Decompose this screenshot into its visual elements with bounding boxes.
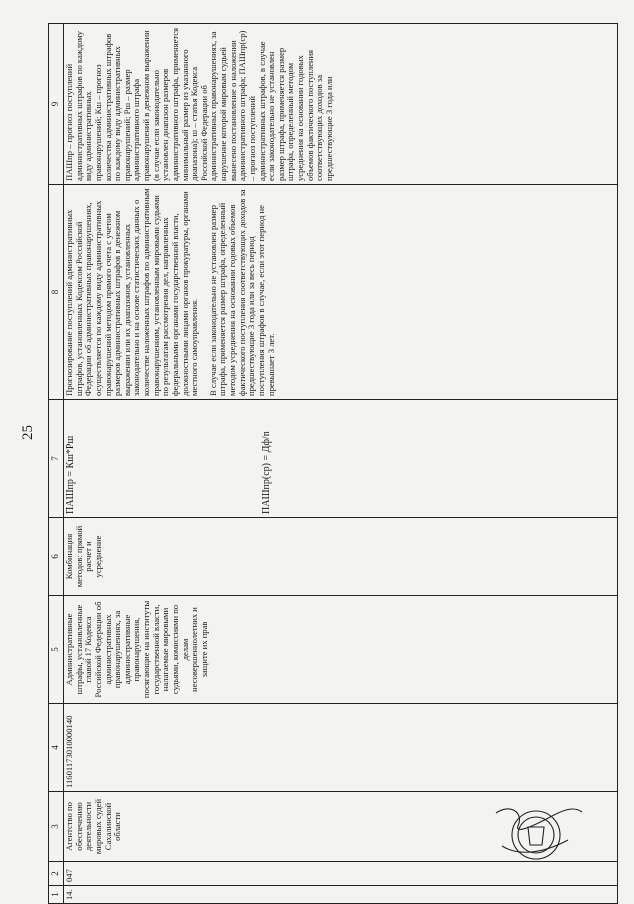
column-number-row — [49, 24, 64, 904]
budget-code: 11601173010000140 — [64, 704, 618, 792]
column-number: 5 — [49, 596, 64, 704]
rotated-sheet — [48, 0, 620, 904]
income-name: Административные штрафы, установленные главой 17 Кодекса Российской Федерации об административных правонарушениях, за административные правонарушения, посягающие на институты государственной власти, налагаемые мировыми судьями, комиссиями по делам несовершеннолетних и защите их прав — [64, 596, 618, 704]
income-method-table — [48, 23, 618, 904]
page-number: 25 — [20, 425, 36, 440]
column-number: 7 — [49, 400, 64, 518]
description-primary: Прогнозирование поступлений административных штрафов, установленных Кодексом Российской Федерации об административных правонарушениях, осуществляется по каждому виду административных правонарушений методом прямого счета с учетом размеров административных штрафов в денежном выражении или их диапазонов, установленных законодательно и на основе статистических данных о количестве наложенных штрафов по административным правонарушениям, установленным мировыми судьями по результатам рассмотрения дел, направленных федеральными органами государственной власти, должностными лицами органов прокуратуры, органами местного самоуправления. — [64, 188, 200, 396]
column-number: 9 — [49, 24, 64, 185]
column-number: 1 — [49, 886, 64, 904]
official-seal-signature — [486, 798, 586, 868]
formula-primary: ПАШпр = Кш*Рш — [65, 435, 76, 514]
agency-name: Агентство по обеспечению деятельности мировых судей Сахалинской области — [64, 792, 618, 862]
column-number: 4 — [49, 704, 64, 792]
algorithm-description — [64, 185, 618, 400]
table-row — [64, 24, 618, 904]
formula-notes: ПАШпр – прогноз поступлений административных штрафов по каждому виду административных правонарушений; Кш – прогноз количества административных штрафов по каждому виду административных правонарушений; Рш – размер административного штрафа правонарушений в денежном выражении (в случае если законодательно установлен диапазон размеров административного штрафа, применяется минимальный размер из указанного диапазона); ш – статья Кодекса Российской Федерации об административных правонарушениях, за нарушение которой мировым судьей вынесено постановление о наложении административного штрафа; ПАШпр(ср) – прогноз поступлений административных штрафов, в случае если законодательно не установлен размер штрафа, применяется размер штрафа, определенный методом усреднения на основании годовых объемов фактического поступления соответствующих доходов за предшествующие 3 года или — [64, 24, 618, 185]
column-number: 8 — [49, 185, 64, 400]
calculation-method: Комбинация методов: прямой расчет и усреднение — [64, 518, 618, 596]
row-number: 14. — [64, 886, 618, 904]
column-number: 3 — [49, 792, 64, 862]
admin-code: 047 — [64, 862, 618, 886]
column-number: 2 — [49, 862, 64, 886]
description-average: В случае если законодательно не установлен размер штрафа, применяется размер штрафа, определенный методом усреднения на основании годовых объемов фактического поступления соответствующих доходов за предшествующие 3 года или за весь период поступления штрафов в случае, если этот период не превышает 3 лет. — [207, 189, 276, 396]
formula-cell — [64, 400, 618, 518]
formula-average: ПАШпр(ср) = Дф/n — [261, 431, 273, 514]
column-number: 6 — [49, 518, 64, 596]
